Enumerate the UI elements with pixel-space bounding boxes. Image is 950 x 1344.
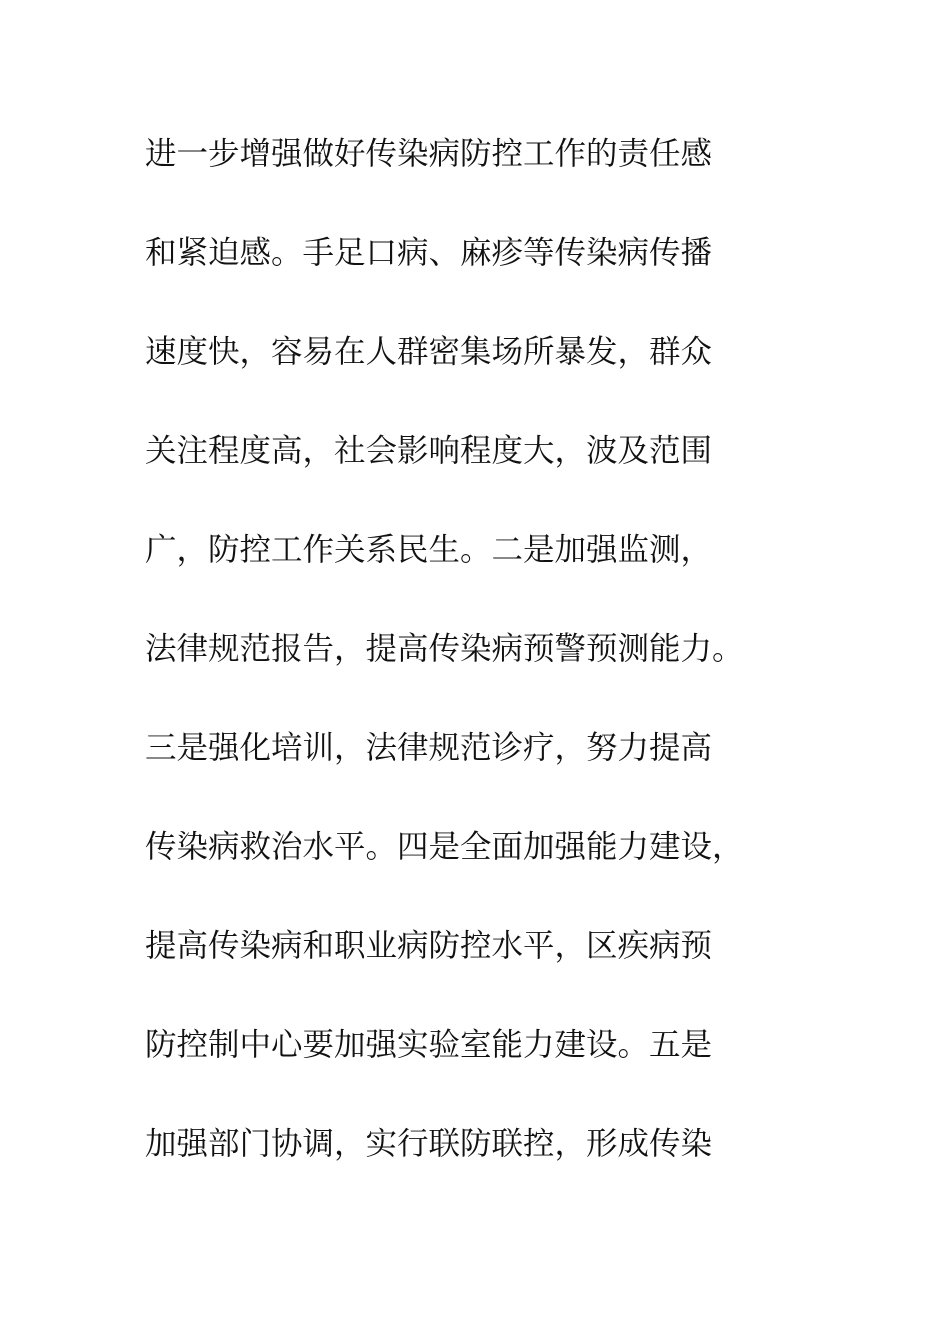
text-line: 关注程度高，社会影响程度大，波及范围 [145, 433, 713, 469]
text-line: 防控制中心要加强实验室能力建设。五是 [145, 1027, 713, 1063]
text-line: 广，防控工作关系民生。二是加强监测， [145, 532, 713, 568]
body-text [145, 124, 825, 1213]
text-line: 和紧迫感。手足口病、麻疹等传染病传播 [145, 235, 713, 271]
text-line: 传染病救治水平。四是全面加强能力建设， [145, 829, 744, 865]
text-line: 进一步增强做好传染病防控工作的责任感 [145, 136, 713, 172]
text-line: 法律规范报告，提高传染病预警预测能力。 [145, 631, 744, 667]
text-line: 速度快，容易在人群密集场所暴发，群众 [145, 334, 713, 370]
text-line: 加强部门协调，实行联防联控，形成传染 [145, 1126, 713, 1162]
text-line: 提高传染病和职业病防控水平，区疾病预 [145, 928, 713, 964]
text-line: 三是强化培训，法律规范诊疗，努力提高 [145, 730, 713, 766]
